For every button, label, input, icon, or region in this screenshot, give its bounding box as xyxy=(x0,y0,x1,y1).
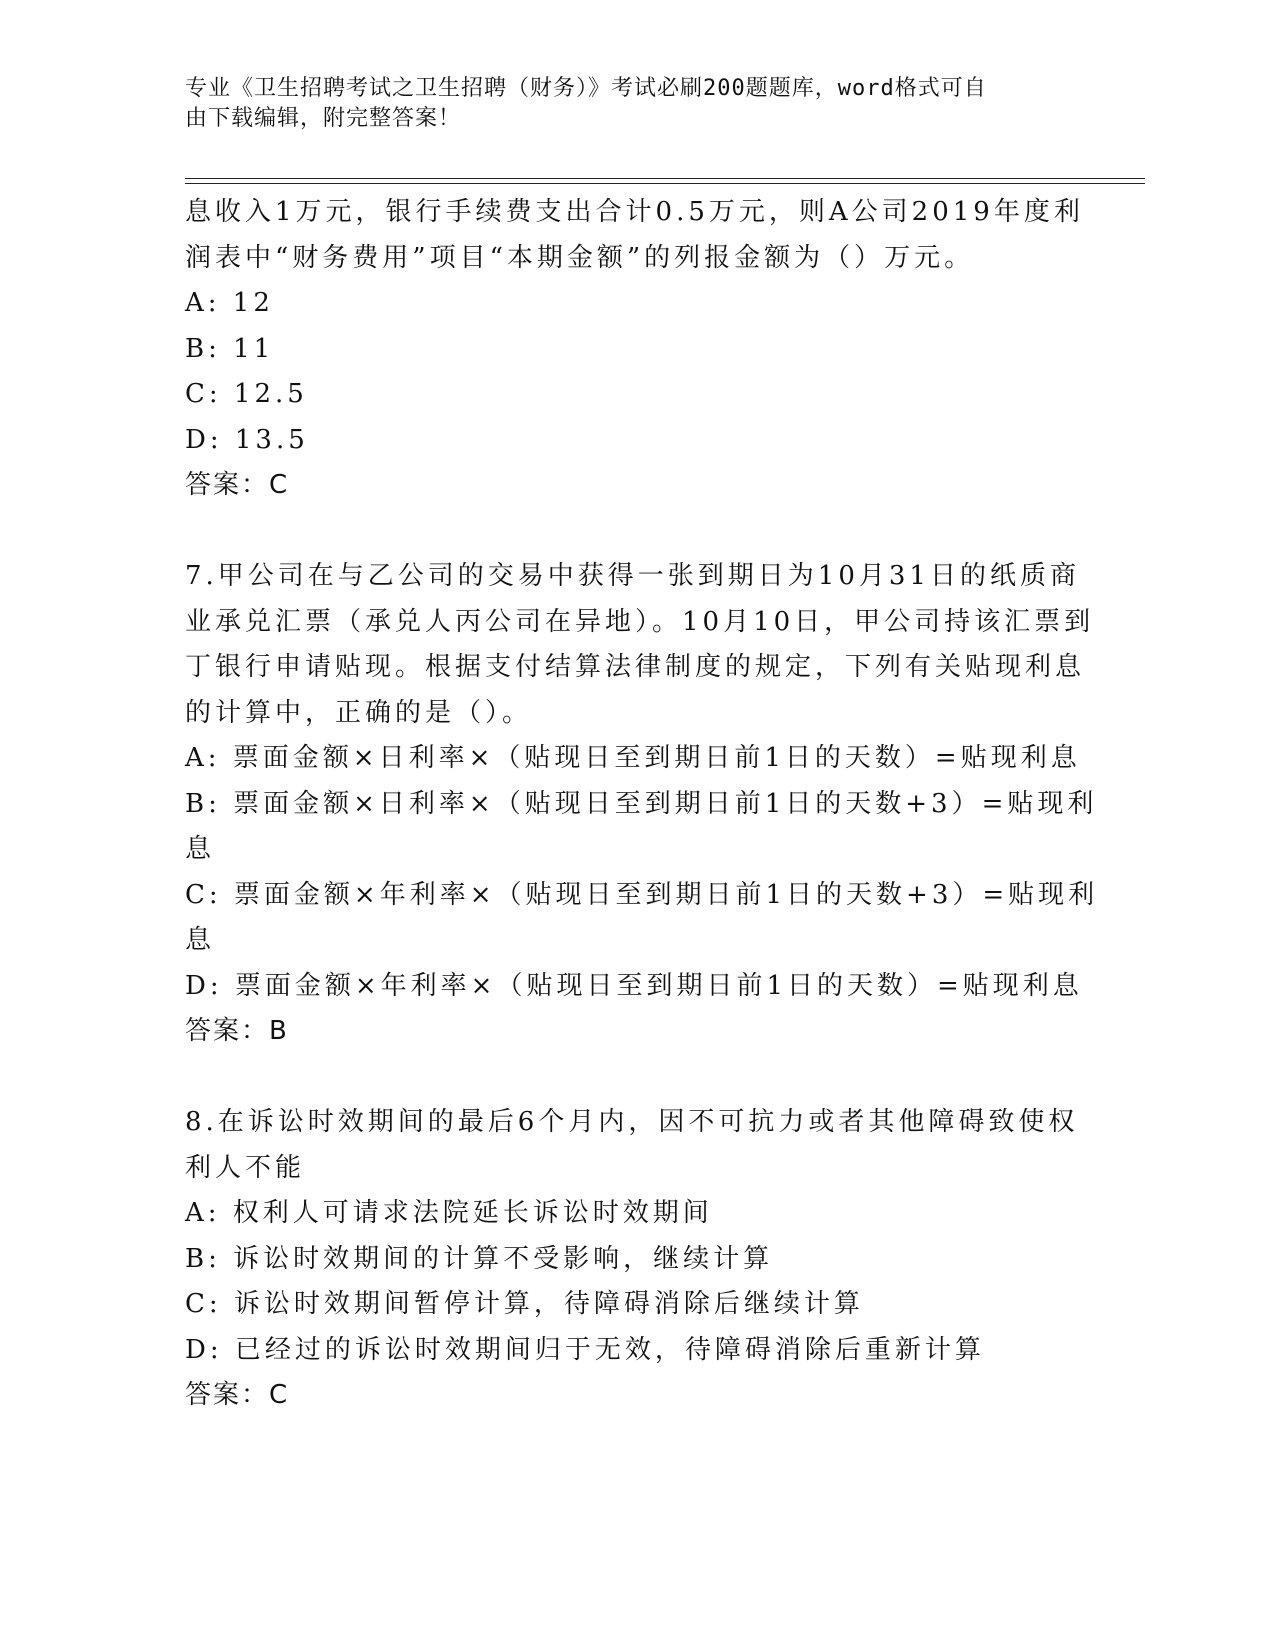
option-d: D: 票面金额×年利率×（贴现日至到期日前1日的天数）=贴现利息 xyxy=(185,970,1083,1001)
answer-line: 答案：B xyxy=(185,1016,289,1046)
option-a: A: 12 xyxy=(185,288,274,318)
question-text-line: 丁银行申请贴现。根据支付结算法律制度的规定，下列有关贴现利息 xyxy=(185,652,1086,682)
answer-line: 答案：C xyxy=(185,1380,290,1410)
answer-line: 答案：C xyxy=(185,470,290,500)
question-text-line: 7.甲公司在与乙公司的交易中获得一张到期日为10月31日的纸质商 xyxy=(185,561,1080,591)
header-line-2: 由下载编辑，附完整答案！ xyxy=(185,106,462,131)
question-text-line: 8.在诉讼时效期间的最后6个月内，因不可抗力或者其他障碍致使权 xyxy=(185,1107,1079,1137)
option-c: C: 票面金额×年利率×（贴现日至到期日前1日的天数+3）=贴现利 xyxy=(185,879,1099,910)
question-7 xyxy=(185,554,1099,1055)
header-rule-bottom xyxy=(185,183,1145,184)
option-a: A: 票面金额×日利率×（贴现日至到期日前1日的天数）=贴现利息 xyxy=(185,743,1081,773)
option-d: D: 已经过的诉讼时效期间归于无效，待障碍消除后重新计算 xyxy=(185,1334,985,1365)
document-header xyxy=(185,74,1065,134)
option-b: B: 11 xyxy=(185,333,275,364)
option-b-continued: 息 xyxy=(185,834,216,864)
option-c: C: 诉讼时效期间暂停计算，待障碍消除后继续计算 xyxy=(185,1289,864,1319)
question-text-line: 业承兑汇票（承兑人丙公司在异地）。10月10日，甲公司持该汇票到 xyxy=(185,606,1095,637)
question-8 xyxy=(185,1100,1085,1419)
option-c: C: 12.5 xyxy=(185,379,308,409)
option-c-continued: 息 xyxy=(185,925,216,955)
spacer xyxy=(185,509,1085,555)
header-rule-top xyxy=(185,178,1145,179)
document-body xyxy=(185,190,1099,1419)
header-line-1: 专业《卫生招聘考试之卫生招聘（财务）》考试必刷200题题库，word格式可自 xyxy=(185,76,987,101)
question-text-line: 的计算中，正确的是（）。 xyxy=(185,697,533,728)
question-text-line: 润表中“财务费用”项目“本期金额”的列报金额为（）万元。 xyxy=(185,242,975,273)
option-b: B: 诉讼时效期间的计算不受影响，继续计算 xyxy=(185,1243,774,1274)
option-b: B: 票面金额×日利率×（贴现日至到期日前1日的天数+3）=贴现利 xyxy=(185,788,1098,819)
question-text-line: 息收入1万元，银行手续费支出合计0.5万元，则A公司2019年度利 xyxy=(185,197,1084,227)
option-a: A: 权利人可请求法院延长诉讼时效期间 xyxy=(185,1198,713,1228)
question-6 xyxy=(185,190,1085,509)
spacer xyxy=(185,1055,1085,1101)
question-text-line: 利人不能 xyxy=(185,1152,306,1183)
option-d: D: 13.5 xyxy=(185,424,309,455)
